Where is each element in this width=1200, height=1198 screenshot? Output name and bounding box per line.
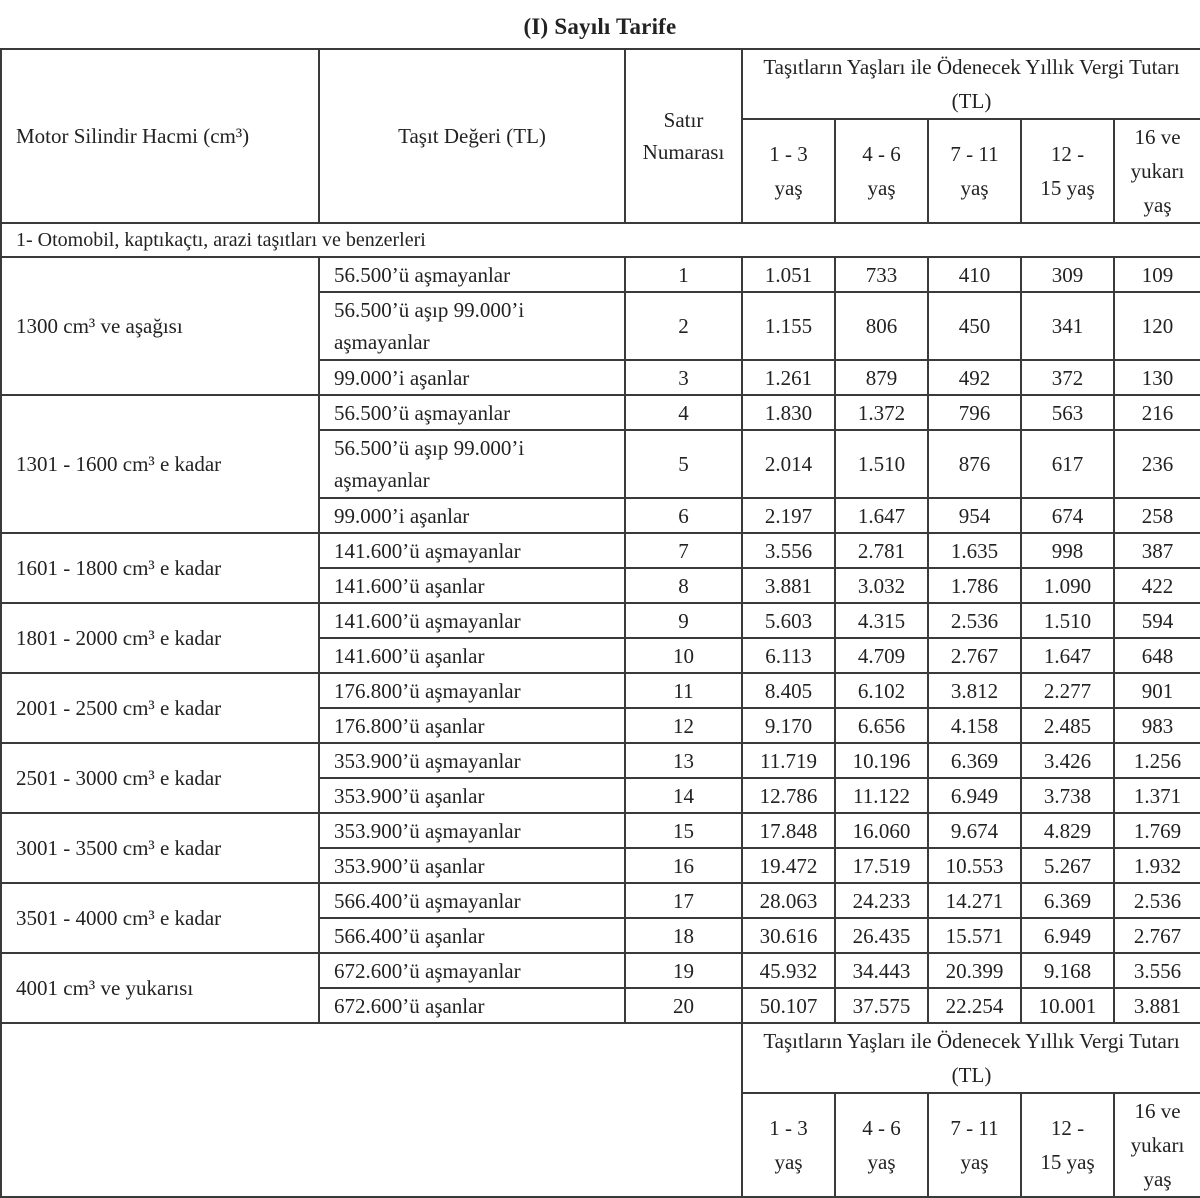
- engine-cell: 4001 cm³ ve yukarısı: [1, 953, 319, 1023]
- tax-cell: 1.510: [1021, 603, 1114, 638]
- age-header-line: yaş: [960, 176, 989, 200]
- tax-cell: 2.536: [1114, 883, 1200, 918]
- engine-cell: 1601 - 1800 cm³ e kadar: [1, 533, 319, 603]
- row-number-cell: 3: [625, 360, 742, 395]
- tax-cell: 387: [1114, 533, 1200, 568]
- value-cell: 566.400’ü aşanlar: [319, 918, 625, 953]
- tax-cell: 876: [928, 430, 1021, 498]
- age-header: [742, 1093, 835, 1197]
- table-row: [1, 743, 1200, 778]
- engine-header: Motor Silindir Hacmi (cm³): [1, 49, 319, 223]
- tax-cell: 1.635: [928, 533, 1021, 568]
- tax-cell: 45.932: [742, 953, 835, 988]
- value-cell: 566.400’ü aşmayanlar: [319, 883, 625, 918]
- tax-cell: 1.090: [1021, 568, 1114, 603]
- tax-cell: 22.254: [928, 988, 1021, 1023]
- tax-cell: 1.647: [1021, 638, 1114, 673]
- tax-cell: 450: [928, 292, 1021, 360]
- value-cell: 56.500’ü aşıp 99.000’i aşmayanlar: [319, 430, 625, 498]
- tax-cell: 6.369: [1021, 883, 1114, 918]
- tax-cell: 120: [1114, 292, 1200, 360]
- tax-cell: 109: [1114, 257, 1200, 292]
- engine-cell: 3501 - 4000 cm³ e kadar: [1, 883, 319, 953]
- tax-cell: 6.113: [742, 638, 835, 673]
- tax-cell: 10.553: [928, 848, 1021, 883]
- age-header-line: 4 - 6: [862, 142, 901, 166]
- row-number-header-line: Numarası: [642, 140, 725, 164]
- tax-cell: 4.315: [835, 603, 928, 638]
- engine-cell: 3001 - 3500 cm³ e kadar: [1, 813, 319, 883]
- tax-cell: 10.196: [835, 743, 928, 778]
- tax-cell: 901: [1114, 673, 1200, 708]
- tax-cell: 954: [928, 498, 1021, 533]
- tax-cell: 1.510: [835, 430, 928, 498]
- tax-cell: 563: [1021, 395, 1114, 430]
- age-header-line: 7 - 11: [950, 142, 999, 166]
- section-title: 1- Otomobil, kaptıkaçtı, arazi taşıtları ve benzerleri: [1, 223, 1200, 257]
- row-number-cell: 16: [625, 848, 742, 883]
- tax-cell: 372: [1021, 360, 1114, 395]
- tax-cell: 26.435: [835, 918, 928, 953]
- value-cell: 353.900’ü aşanlar: [319, 848, 625, 883]
- tax-cell: 9.168: [1021, 953, 1114, 988]
- tax-cell: 422: [1114, 568, 1200, 603]
- age-header-line: yaş: [960, 1150, 989, 1174]
- tax-cell: 4.709: [835, 638, 928, 673]
- age-header-line: 16 ve: [1134, 1099, 1181, 1123]
- age-header-line: 1 - 3: [769, 1116, 808, 1140]
- tax-cell: 4.829: [1021, 813, 1114, 848]
- tax-cell: 6.949: [928, 778, 1021, 813]
- tax-cell: 1.256: [1114, 743, 1200, 778]
- row-number-cell: 18: [625, 918, 742, 953]
- tax-cell: 983: [1114, 708, 1200, 743]
- age-header-line: yaş: [774, 1150, 803, 1174]
- tax-cell: 1.830: [742, 395, 835, 430]
- tax-cell: 1.932: [1114, 848, 1200, 883]
- age-header-line: 4 - 6: [862, 1116, 901, 1140]
- tax-table-body: [1, 49, 1200, 1197]
- age-header: [1021, 119, 1114, 223]
- section-row: [1, 223, 1200, 257]
- tax-cell: 6.656: [835, 708, 928, 743]
- row-number-cell: 13: [625, 743, 742, 778]
- value-cell: 56.500’ü aşıp 99.000’i aşmayanlar: [319, 292, 625, 360]
- tax-cell: 733: [835, 257, 928, 292]
- age-header-line: 16 ve: [1134, 125, 1181, 149]
- tax-cell: 216: [1114, 395, 1200, 430]
- value-header: Taşıt Değeri (TL): [319, 49, 625, 223]
- tax-cell: 1.769: [1114, 813, 1200, 848]
- tax-cell: 796: [928, 395, 1021, 430]
- tax-cell: 6.369: [928, 743, 1021, 778]
- tax-cell: 1.051: [742, 257, 835, 292]
- table-row: [1, 953, 1200, 988]
- tax-cell: 6.949: [1021, 918, 1114, 953]
- tax-cell: 1.786: [928, 568, 1021, 603]
- value-cell: 176.800’ü aşanlar: [319, 708, 625, 743]
- tax-cell: 2.277: [1021, 673, 1114, 708]
- tax-cell: 309: [1021, 257, 1114, 292]
- tax-cell: 1.155: [742, 292, 835, 360]
- age-header-line: 15 yaş: [1040, 1150, 1095, 1174]
- tax-cell: 50.107: [742, 988, 835, 1023]
- age-header: [928, 1093, 1021, 1197]
- tax-cell: 8.405: [742, 673, 835, 708]
- engine-cell: 1300 cm³ ve aşağısı: [1, 257, 319, 395]
- tax-cell: 1.261: [742, 360, 835, 395]
- table-row: [1, 813, 1200, 848]
- tax-cell: 492: [928, 360, 1021, 395]
- age-header-line: yaş: [1143, 193, 1172, 217]
- page-title: (I) Sayılı Tarife: [523, 14, 677, 39]
- age-header-line: yaş: [774, 176, 803, 200]
- tax-cell: 2.485: [1021, 708, 1114, 743]
- tax-cell: 3.426: [1021, 743, 1114, 778]
- tax-cell: 3.032: [835, 568, 928, 603]
- blank-header: [1, 1023, 742, 1197]
- tax-cell: 3.556: [742, 533, 835, 568]
- tax-cell: 15.571: [928, 918, 1021, 953]
- tax-cell: 3.881: [1114, 988, 1200, 1023]
- table-row: [1, 603, 1200, 638]
- age-header-line: 1 - 3: [769, 142, 808, 166]
- tax-cell: 30.616: [742, 918, 835, 953]
- row-number-cell: 1: [625, 257, 742, 292]
- age-header-line: 15 yaş: [1040, 176, 1095, 200]
- row-number-cell: 2: [625, 292, 742, 360]
- row-number-cell: 17: [625, 883, 742, 918]
- row-number-cell: 9: [625, 603, 742, 638]
- tax-cell: 17.519: [835, 848, 928, 883]
- tax-cell: 617: [1021, 430, 1114, 498]
- value-cell: 353.900’ü aşmayanlar: [319, 813, 625, 848]
- tax-cell: 3.881: [742, 568, 835, 603]
- header-row: [1, 1023, 1200, 1093]
- row-number-header-line: Satır: [663, 108, 704, 132]
- tax-cell: 236: [1114, 430, 1200, 498]
- table-row: [1, 673, 1200, 708]
- age-header: [742, 119, 835, 223]
- table-row: [1, 257, 1200, 292]
- tax-cell: 6.102: [835, 673, 928, 708]
- tax-cell: 130: [1114, 360, 1200, 395]
- tax-cell: 16.060: [835, 813, 928, 848]
- value-cell: 176.800’ü aşmayanlar: [319, 673, 625, 708]
- tax-cell: 20.399: [928, 953, 1021, 988]
- tax-cell: 998: [1021, 533, 1114, 568]
- row-number-cell: 8: [625, 568, 742, 603]
- age-header-line: 7 - 11: [950, 1116, 999, 1140]
- row-number-header: [625, 49, 742, 223]
- value-cell: 353.900’ü aşmayanlar: [319, 743, 625, 778]
- tax-cell: 10.001: [1021, 988, 1114, 1023]
- value-cell: 672.600’ü aşmayanlar: [319, 953, 625, 988]
- engine-cell: 2501 - 3000 cm³ e kadar: [1, 743, 319, 813]
- tax-cell: 14.271: [928, 883, 1021, 918]
- tax-cell: 19.472: [742, 848, 835, 883]
- tax-cell: 594: [1114, 603, 1200, 638]
- row-number-cell: 10: [625, 638, 742, 673]
- row-number-cell: 20: [625, 988, 742, 1023]
- tax-cell: 9.674: [928, 813, 1021, 848]
- value-cell: 141.600’ü aşmayanlar: [319, 603, 625, 638]
- age-header-line: yaş: [867, 176, 896, 200]
- tax-cell: 410: [928, 257, 1021, 292]
- tax-cell: 2.781: [835, 533, 928, 568]
- tax-cell: 2.197: [742, 498, 835, 533]
- header-row: [1, 49, 1200, 119]
- row-number-cell: 5: [625, 430, 742, 498]
- age-header-line: yaş: [867, 1150, 896, 1174]
- age-header-line: yukarı: [1130, 1133, 1185, 1157]
- value-cell: 99.000’i aşanlar: [319, 498, 625, 533]
- tax-cell: 11.719: [742, 743, 835, 778]
- tax-cell: 4.158: [928, 708, 1021, 743]
- row-number-cell: 6: [625, 498, 742, 533]
- value-cell: 56.500’ü aşmayanlar: [319, 395, 625, 430]
- age-header: [928, 119, 1021, 223]
- value-cell: 141.600’ü aşmayanlar: [319, 533, 625, 568]
- value-cell: 99.000’i aşanlar: [319, 360, 625, 395]
- table-row: [1, 883, 1200, 918]
- row-number-cell: 7: [625, 533, 742, 568]
- row-number-cell: 19: [625, 953, 742, 988]
- age-header: [1114, 1093, 1200, 1197]
- age-header: [1114, 119, 1200, 223]
- tax-cell: 5.603: [742, 603, 835, 638]
- tax-cell: 1.372: [835, 395, 928, 430]
- tax-cell: 28.063: [742, 883, 835, 918]
- value-cell: 141.600’ü aşanlar: [319, 568, 625, 603]
- tax-cell: 1.371: [1114, 778, 1200, 813]
- table-row: [1, 533, 1200, 568]
- tax-cell: 341: [1021, 292, 1114, 360]
- row-number-cell: 12: [625, 708, 742, 743]
- tax-cell: 1.647: [835, 498, 928, 533]
- tax-cell: 37.575: [835, 988, 928, 1023]
- row-number-cell: 4: [625, 395, 742, 430]
- table-row: [1, 395, 1200, 430]
- tax-cell: 34.443: [835, 953, 928, 988]
- tax-cell: 2.536: [928, 603, 1021, 638]
- engine-cell: 1801 - 2000 cm³ e kadar: [1, 603, 319, 673]
- tax-cell: 11.122: [835, 778, 928, 813]
- tax-cell: 17.848: [742, 813, 835, 848]
- row-number-cell: 11: [625, 673, 742, 708]
- tax-cell: 24.233: [835, 883, 928, 918]
- value-cell: 56.500’ü aşmayanlar: [319, 257, 625, 292]
- age-header: [835, 119, 928, 223]
- tax-table: [0, 48, 1200, 1198]
- age-header-line: yaş: [1143, 1167, 1172, 1191]
- tax-cell: 2.014: [742, 430, 835, 498]
- tax-group-header: Taşıtların Yaşları ile Ödenecek Yıllık Vergi Tutarı (TL): [742, 1023, 1200, 1093]
- tax-cell: 879: [835, 360, 928, 395]
- tax-cell: 3.812: [928, 673, 1021, 708]
- tax-cell: 674: [1021, 498, 1114, 533]
- value-cell: 672.600’ü aşanlar: [319, 988, 625, 1023]
- tax-cell: 9.170: [742, 708, 835, 743]
- row-number-cell: 15: [625, 813, 742, 848]
- value-cell: 353.900’ü aşanlar: [319, 778, 625, 813]
- age-header-line: 12 -: [1050, 142, 1085, 166]
- engine-cell: 2001 - 2500 cm³ e kadar: [1, 673, 319, 743]
- age-header: [835, 1093, 928, 1197]
- value-cell: 141.600’ü aşanlar: [319, 638, 625, 673]
- tax-cell: 2.767: [1114, 918, 1200, 953]
- age-header: [1021, 1093, 1114, 1197]
- tax-group-header: Taşıtların Yaşları ile Ödenecek Yıllık Vergi Tutarı (TL): [742, 49, 1200, 119]
- tax-cell: 258: [1114, 498, 1200, 533]
- tax-cell: 2.767: [928, 638, 1021, 673]
- age-header-line: yukarı: [1130, 159, 1185, 183]
- tax-cell: 3.556: [1114, 953, 1200, 988]
- tax-cell: 3.738: [1021, 778, 1114, 813]
- tax-cell: 806: [835, 292, 928, 360]
- tax-cell: 12.786: [742, 778, 835, 813]
- engine-cell: 1301 - 1600 cm³ e kadar: [1, 395, 319, 533]
- tax-cell: 5.267: [1021, 848, 1114, 883]
- tax-cell: 648: [1114, 638, 1200, 673]
- age-header-line: 12 -: [1050, 1116, 1085, 1140]
- row-number-cell: 14: [625, 778, 742, 813]
